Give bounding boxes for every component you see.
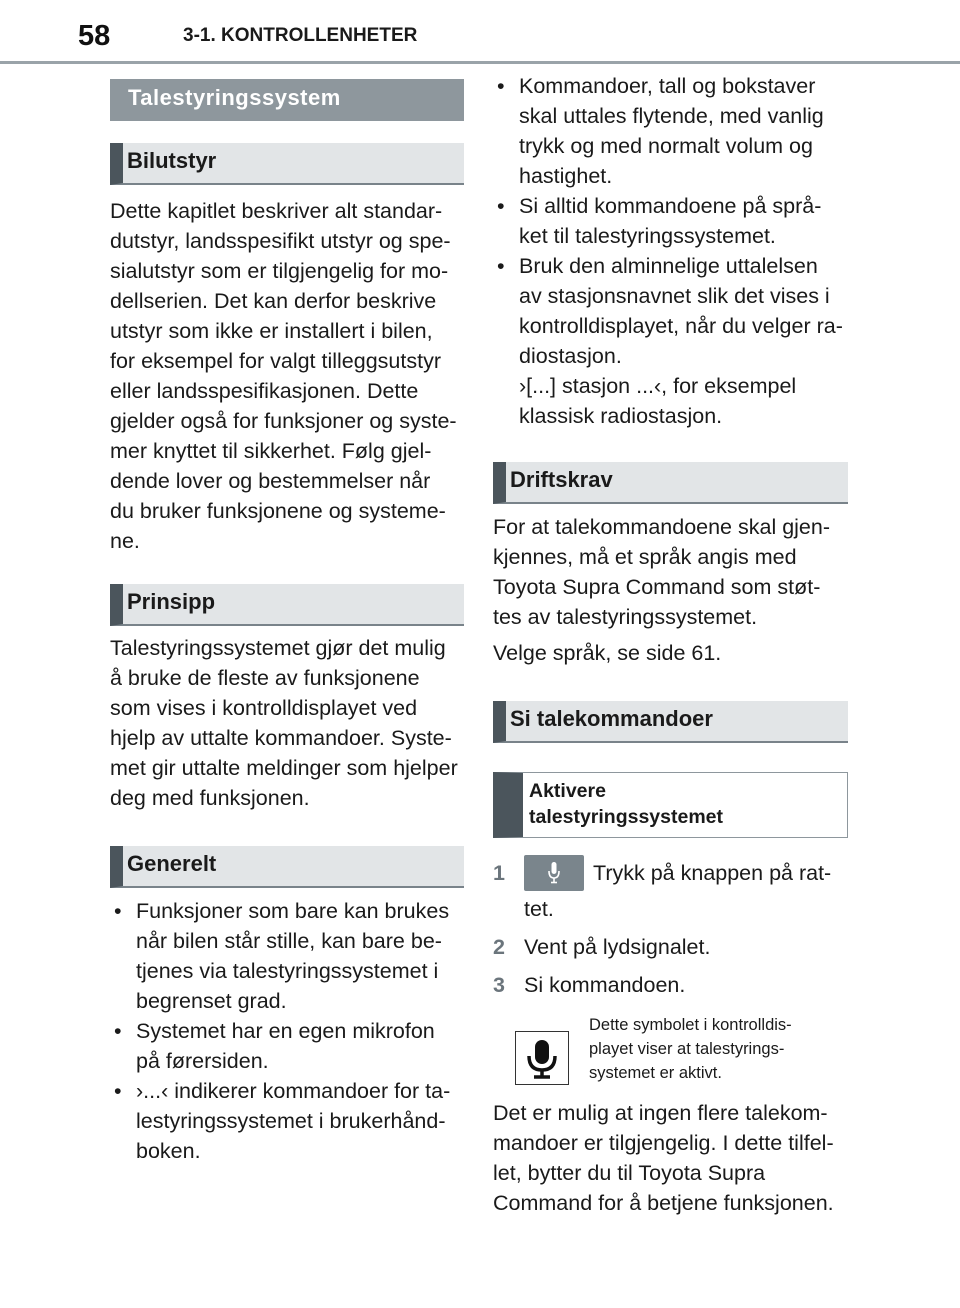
step-text-continued: tet.	[524, 897, 554, 921]
paragraph-sprak-referanse: Velge språk, se side 61.	[493, 641, 722, 665]
heading-bilutstyr: Bilutstyr	[110, 143, 464, 185]
page-number: 58	[78, 20, 111, 52]
step-2	[493, 932, 848, 962]
heading-prinsipp: Prinsipp	[110, 584, 464, 626]
heading-generelt: Generelt	[110, 846, 464, 888]
step-number: 1	[493, 861, 505, 885]
list-item: • Si alltid kommandoene på språ- ket til talestyringssystemet.	[493, 191, 848, 251]
step-text: Si kommandoen.	[524, 973, 686, 997]
microphone-button-icon	[524, 855, 584, 891]
paragraph-driftskrav: For at talekommandoene skal gjen- kjennes, må et språk angis med Toyota Supra Command som støt- tes av talestyringssystemet.	[493, 515, 831, 629]
paragraph-prinsipp: Talestyringssystemet gjør det mulig å bruke de fleste av funksjonene som vises i kontrolldisplayet ved hjelp av uttalte kommandoer. Syste- met gir uttalte meldinger som hjelper deg med funksjonen.	[110, 636, 458, 810]
paragraph-avslutning: Det er mulig at ingen flere talekom- mandoer er tilgjengelig. I dette tilfel- let, bytter du til Toyota Supra Command for å betjene funksjonen.	[493, 1101, 834, 1215]
step-text: Trykk på knappen på rat-	[593, 861, 832, 885]
step-text: Vent på lydsignalet.	[524, 935, 711, 959]
page-header	[0, 0, 960, 64]
step-1	[493, 858, 848, 926]
list-item: • Kommandoer, tall og bokstaver skal uttales flytende, med vanlig trykk og med normalt volum og hastighet.	[493, 71, 848, 191]
chapter-title: 3-1. KONTROLLENHETER	[183, 25, 418, 46]
heading-driftskrav: Driftskrav	[493, 462, 848, 504]
voice-active-symbol-icon	[515, 1031, 569, 1085]
list-item: • ›...‹ indikerer kommandoer for ta- lestyringssystemet i brukerhånd- boken.	[110, 1076, 464, 1166]
list-generelt	[110, 896, 464, 1166]
list-uttale	[493, 71, 848, 431]
paragraph-bilutstyr: Dette kapitlet beskriver alt standar- dutstyr, landsspesifikt utstyr og spe- sialutstyr som er tilgjengelig for mo- dellserien. Det kan derfor beskrive utstyr som ikke er installert i bilen, for eksempel for valgt tilleggsutstyr eller landsspesifikasjonen. Dette gjelder også for funksjoner og syste- mer knyttet til sikkerhet. Følg gjel- dende lover og bestemmelser når du bruker funksjonene og systeme- ne.	[110, 199, 457, 553]
step-3	[493, 970, 848, 1000]
list-item: • Funksjoner som bare kan brukes når bilen står stille, kan bare be- tjenes via talestyringssystemet i begrenset grad.	[110, 896, 464, 1016]
list-item: • Bruk den alminnelige uttalelsen av stasjonsnavnet slik det vises i kontrolldisplayet, når du velger ra- diostasjon. ›[...] stasjon ...‹, for eksempel klassisk radiostasjon.	[493, 251, 848, 431]
list-item: • Systemet har en egen mikrofon på førersiden.	[110, 1016, 464, 1076]
step-number: 2	[493, 935, 505, 959]
heading-si-talekommandoer: Si talekommandoer	[493, 701, 848, 743]
header-divider	[0, 61, 960, 64]
step-number: 3	[493, 973, 505, 997]
section-title: Talestyringssystem	[110, 79, 464, 121]
subheading-aktivere: Aktivere talestyringssystemet	[493, 772, 848, 838]
symbol-note: Dette symbolet i kontrolldis- playet viser at talestyrings- systemet er aktivt.	[589, 1016, 792, 1082]
